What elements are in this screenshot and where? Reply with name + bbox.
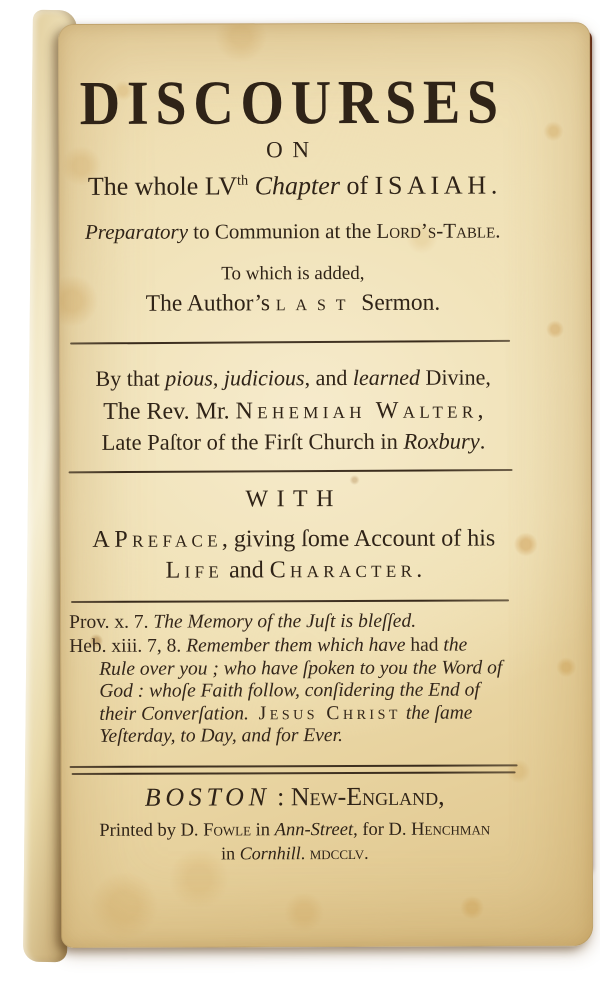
text-segment: Ann-Street [274,819,354,841]
text-segment: Cornhill [239,843,301,864]
text-segment: and [223,557,270,584]
text-segment: mdcclv [309,842,365,864]
text-segment: Jesus Christ [258,702,401,725]
text-segment: the ſame [400,702,473,724]
text-segment: the [443,634,468,656]
horizontal-rule [70,340,510,345]
text-segment: Henchman [411,819,491,840]
text-segment: . [479,428,486,454]
subtitle-line [68,172,518,200]
book-title-page [58,22,593,948]
text-segment: their Converſation. [99,703,259,725]
double-horizontal-rule [70,764,518,777]
text-segment: Printed by D. [99,820,204,841]
text-segment: . [300,843,310,864]
text-segment: Preface [114,526,222,553]
imprint-city-line [70,783,520,811]
text-segment: judicious [223,365,305,391]
text-segment: , and [304,364,353,391]
horizontal-rule [71,599,509,603]
epigraph-hebrews-line-4 [69,703,549,724]
with-word-line: WITH [245,486,342,513]
text-segment: . [495,218,501,243]
text-segment: ISAIAH [374,170,491,200]
text-segment: The Rev. Mr. [103,398,236,425]
text-segment: pious [165,365,213,391]
text-segment: . [416,556,423,583]
text-segment: Sermon. [355,289,441,316]
text-segment: Chapter [254,171,340,201]
printed-area [67,23,520,947]
text-segment: , [212,365,224,391]
rule-lower [72,771,516,775]
text-segment: Late Paſtor of the Firſt Church in [101,428,404,455]
text-segment: By that [95,365,166,391]
text-segment: : [270,782,291,812]
text-segment: Heb. xiii. 7, 8. [69,635,187,657]
text-segment: Lord’s-Table [376,218,496,243]
preparatory-line [68,220,518,243]
text-segment: Roxbury [403,428,480,454]
text-segment: Character [269,556,417,584]
rule-upper [70,764,518,768]
text-segment: last [275,289,356,317]
horizontal-rule [69,469,513,474]
text-segment: Divine, [419,364,491,390]
book-title: DISCOURSES [79,67,505,139]
text-segment: in [250,820,275,841]
text-segment: in [221,843,240,864]
text-segment: th [237,172,249,189]
text-segment: , [477,397,484,424]
text-segment: New-England [290,781,439,812]
text-segment: , for D. [353,819,412,840]
text-segment: . [490,170,498,200]
text-segment: Preparatory [84,219,189,244]
epigraph-hebrews-line-3: God : whoſe Faith follow, conſidering the End of [99,679,480,702]
epigraph-hebrews-line-5: Yeſterday, to Day, and for Ever. [99,725,343,747]
imprint-printer-line [70,820,520,840]
text-segment: . [364,842,369,863]
text-segment: A [92,526,115,553]
text-segment: The Author’s [145,290,276,317]
byline [68,366,518,390]
text-segment: , giving ſome Account of his [221,525,496,553]
author-office-line [68,430,518,454]
text-segment: Fowle [203,820,252,841]
text-segment: Nehemiah Walter [235,397,478,425]
text-segment: Life [165,557,224,584]
preface-line-1 [69,526,519,552]
text-segment: Remember them which have [186,634,411,657]
epigraph-proverbs [69,611,519,632]
text-segment: had [410,634,444,656]
text-segment: The whole LV [87,171,238,201]
title-on-word: ON [266,137,319,163]
imprint-year-line [70,843,520,863]
last-sermon-line [68,291,518,316]
added-note-line: To which is added, [221,262,365,285]
preface-line-2 [69,557,519,583]
text-segment: to Communion at the [187,218,377,244]
text-segment: of [339,170,375,201]
text-segment: The Memory of the Juſt is bleſſed. [153,610,417,633]
text-segment: Prov. x. 7. [69,611,154,633]
epigraph-hebrews-line-2: Rule over you ; who have ſpoken to you the Word of [99,657,503,680]
text-segment: learned [352,364,421,390]
epigraph-hebrews-line-1 [69,635,519,656]
author-name-line [68,398,518,424]
text-segment: BOSTON [144,782,271,812]
text-segment: , [438,781,445,811]
